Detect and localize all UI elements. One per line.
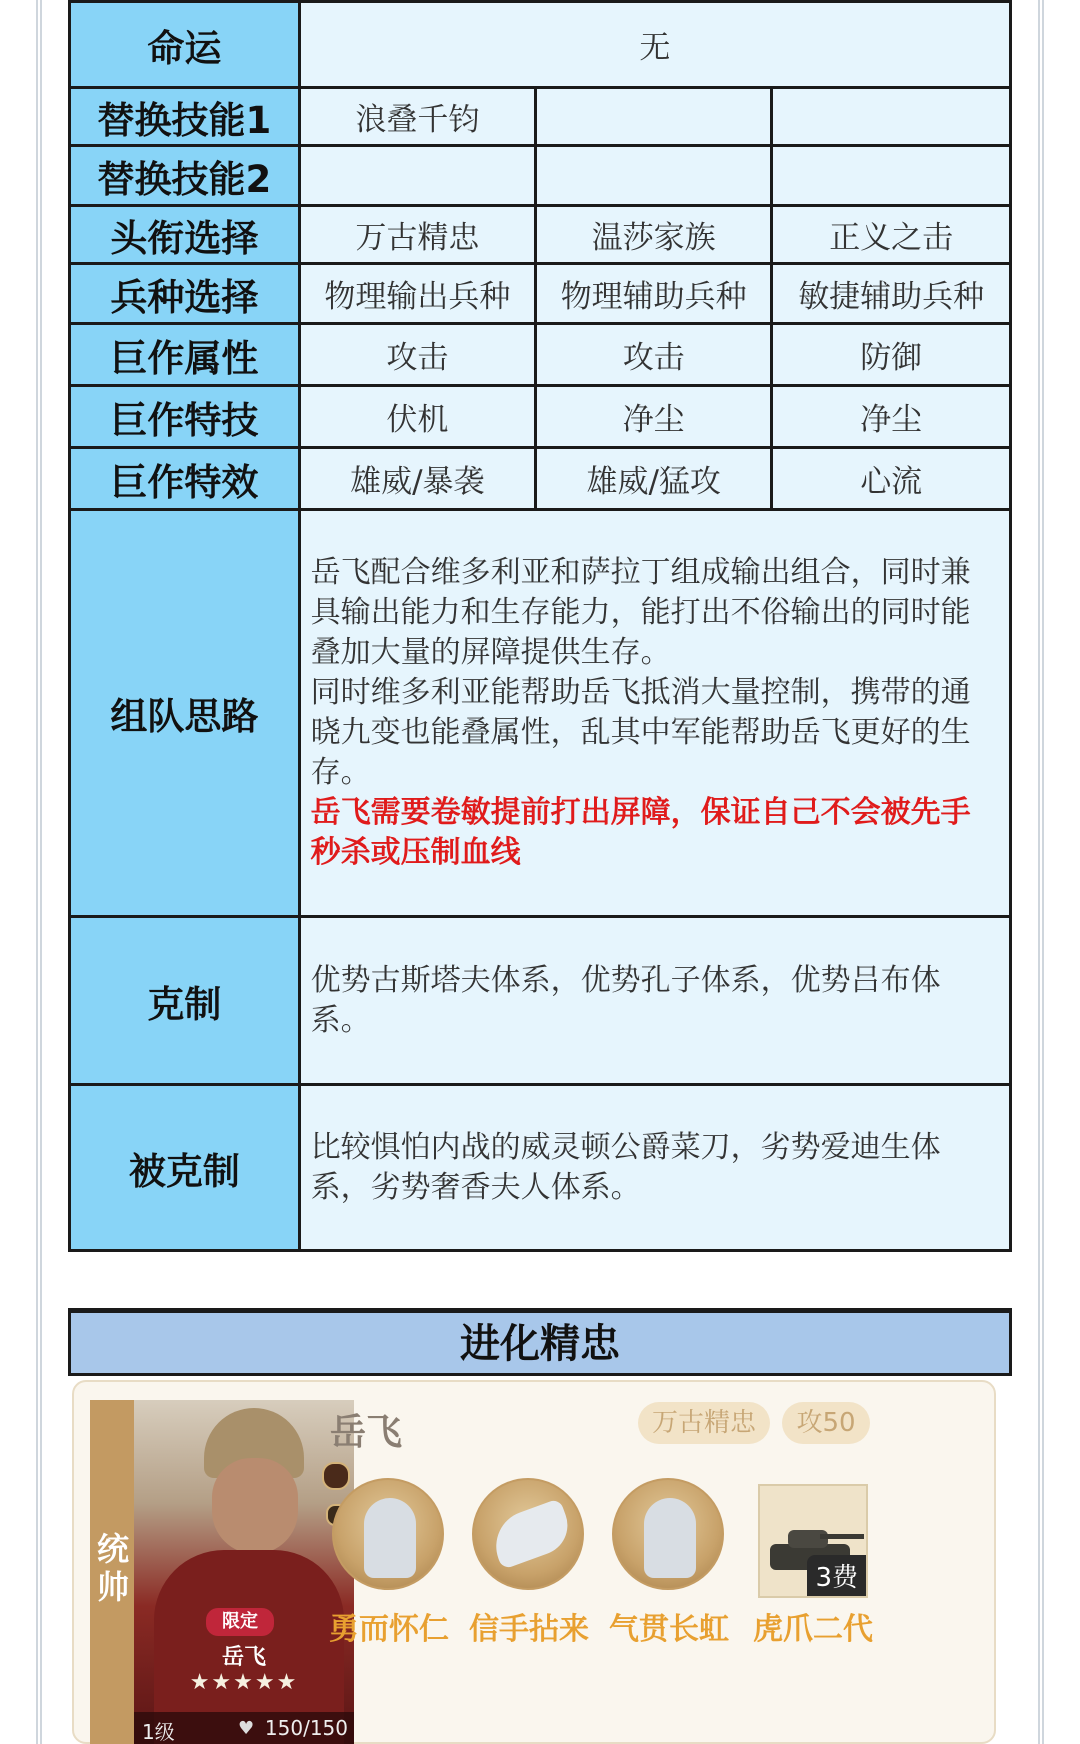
replace-skill-1-cell: 浪叠千钧 — [299, 88, 535, 146]
tank-gun-icon — [820, 1534, 864, 1539]
page-left-border — [36, 0, 42, 1744]
masterwork-skill-cell: 净尘 — [536, 386, 772, 448]
troop-choice-cell: 物理输出兵种 — [299, 264, 535, 324]
fate-value: 无 — [299, 2, 1010, 88]
skill-2-icon[interactable] — [472, 1478, 584, 1590]
row-countered-by — [70, 1085, 1011, 1251]
hero-level: 1级 — [142, 1720, 175, 1744]
replace-skill-2-cell — [299, 146, 535, 206]
skill-3-label: 气贯长虹 — [609, 1612, 729, 1647]
title-choice-cell: 正义之击 — [772, 206, 1011, 264]
masterwork-skill-cell: 净尘 — [772, 386, 1011, 448]
skill-2-label: 信手拈来 — [469, 1612, 589, 1647]
row-replace-skill-1 — [70, 88, 1011, 146]
equipment-icon[interactable] — [758, 1484, 868, 1598]
scroll-icon — [486, 1498, 576, 1570]
team-idea-label: 组队思路 — [70, 510, 300, 917]
row-counters — [70, 917, 1011, 1085]
replace-skill-1-cell — [772, 88, 1011, 146]
skill-1-label: 勇而怀仁 — [329, 1612, 449, 1647]
portrait-status-bar — [134, 1712, 354, 1744]
skill-3-icon[interactable] — [612, 1478, 724, 1590]
role-strip — [90, 1400, 136, 1744]
warrior-figure-icon — [364, 1498, 416, 1578]
skill-1-icon[interactable] — [332, 1478, 444, 1590]
equipment-cost: 3费 — [807, 1555, 866, 1596]
fate-label: 命运 — [70, 2, 300, 88]
title-choice-cell: 温莎家族 — [536, 206, 772, 264]
team-idea-paragraph: 岳飞配合维多利亚和萨拉丁组成输出组合，同时兼具输出能力和生存能力，能打出不俗输出的同时能叠加大量的屏障提供生存。 — [310, 555, 971, 670]
portrait-hero-name: 岳飞 — [221, 1645, 266, 1670]
title-badge: 万古精忠 — [638, 1402, 770, 1444]
tank-turret-icon — [788, 1530, 828, 1548]
hero-card[interactable] — [72, 1380, 996, 1744]
row-team-idea — [70, 510, 1011, 917]
masterwork-attr-cell: 攻击 — [299, 324, 535, 386]
role-label: 统帅 — [96, 1530, 129, 1606]
masterwork-attr-cell: 防御 — [772, 324, 1011, 386]
row-replace-skill-2 — [70, 146, 1011, 206]
limited-tag: 限定 — [206, 1608, 274, 1636]
replace-skill-2-cell — [536, 146, 772, 206]
replace-skill-2-label: 替换技能2 — [70, 146, 300, 206]
masterwork-attr-label: 巨作属性 — [70, 324, 300, 386]
row-fate — [70, 2, 1011, 88]
row-masterwork-effect — [70, 448, 1011, 510]
team-idea-text — [299, 510, 1010, 917]
masterwork-effect-cell: 雄威/暴袭 — [299, 448, 535, 510]
replace-skill-1-label: 替换技能1 — [70, 88, 300, 146]
masterwork-effect-cell: 雄威/猛攻 — [536, 448, 772, 510]
masterwork-attr-cell: 攻击 — [536, 324, 772, 386]
horseman-figure-icon — [644, 1498, 696, 1578]
title-choice-cell: 万古精忠 — [299, 206, 535, 264]
counters-text: 优势古斯塔夫体系，优势孔子体系，优势吕布体系。 — [299, 917, 1010, 1085]
team-idea-highlight: 岳飞需要卷敏提前打出屏障，保证自己不会被先手秒杀或压制血线 — [310, 795, 971, 870]
evolution-section-title: 进化精忠 — [68, 1308, 1012, 1376]
title-choice-label: 头衔选择 — [70, 206, 300, 264]
weapon-tip-icon — [322, 1462, 350, 1490]
attack-badge: 攻50 — [782, 1402, 870, 1444]
row-masterwork-skill — [70, 386, 1011, 448]
hero-build-table — [68, 0, 1012, 1252]
face-icon — [212, 1458, 298, 1554]
heart-icon: ♥ — [238, 1718, 255, 1739]
replace-skill-2-cell — [772, 146, 1011, 206]
hero-portrait[interactable] — [134, 1400, 354, 1744]
countered-by-label: 被克制 — [70, 1085, 300, 1251]
hero-hp: 150/150 — [264, 1716, 348, 1740]
counters-label: 克制 — [70, 917, 300, 1085]
page-right-border — [1038, 0, 1044, 1744]
masterwork-effect-label: 巨作特效 — [70, 448, 300, 510]
masterwork-skill-label: 巨作特技 — [70, 386, 300, 448]
troop-choice-label: 兵种选择 — [70, 264, 300, 324]
troop-choice-cell: 物理辅助兵种 — [536, 264, 772, 324]
row-masterwork-attr — [70, 324, 1011, 386]
team-idea-paragraph: 同时维多利亚能帮助岳飞抵消大量控制，携带的通晓九变也能叠属性，乱其中军能帮助岳飞更好的生存。 — [310, 675, 971, 790]
masterwork-effect-cell: 心流 — [772, 448, 1011, 510]
replace-skill-1-cell — [536, 88, 772, 146]
star-rating: ★★★★★ — [189, 1670, 299, 1695]
masterwork-skill-cell: 伏机 — [299, 386, 535, 448]
row-troop-choice — [70, 264, 1011, 324]
troop-choice-cell: 敏捷辅助兵种 — [772, 264, 1011, 324]
row-title-choice — [70, 206, 1011, 264]
countered-by-text: 比较惧怕内战的威灵顿公爵菜刀，劣势爱迪生体系，劣势奢香夫人体系。 — [299, 1085, 1010, 1251]
equipment-label: 虎爪二代 — [753, 1612, 873, 1647]
hero-name: 岳飞 — [330, 1412, 403, 1453]
